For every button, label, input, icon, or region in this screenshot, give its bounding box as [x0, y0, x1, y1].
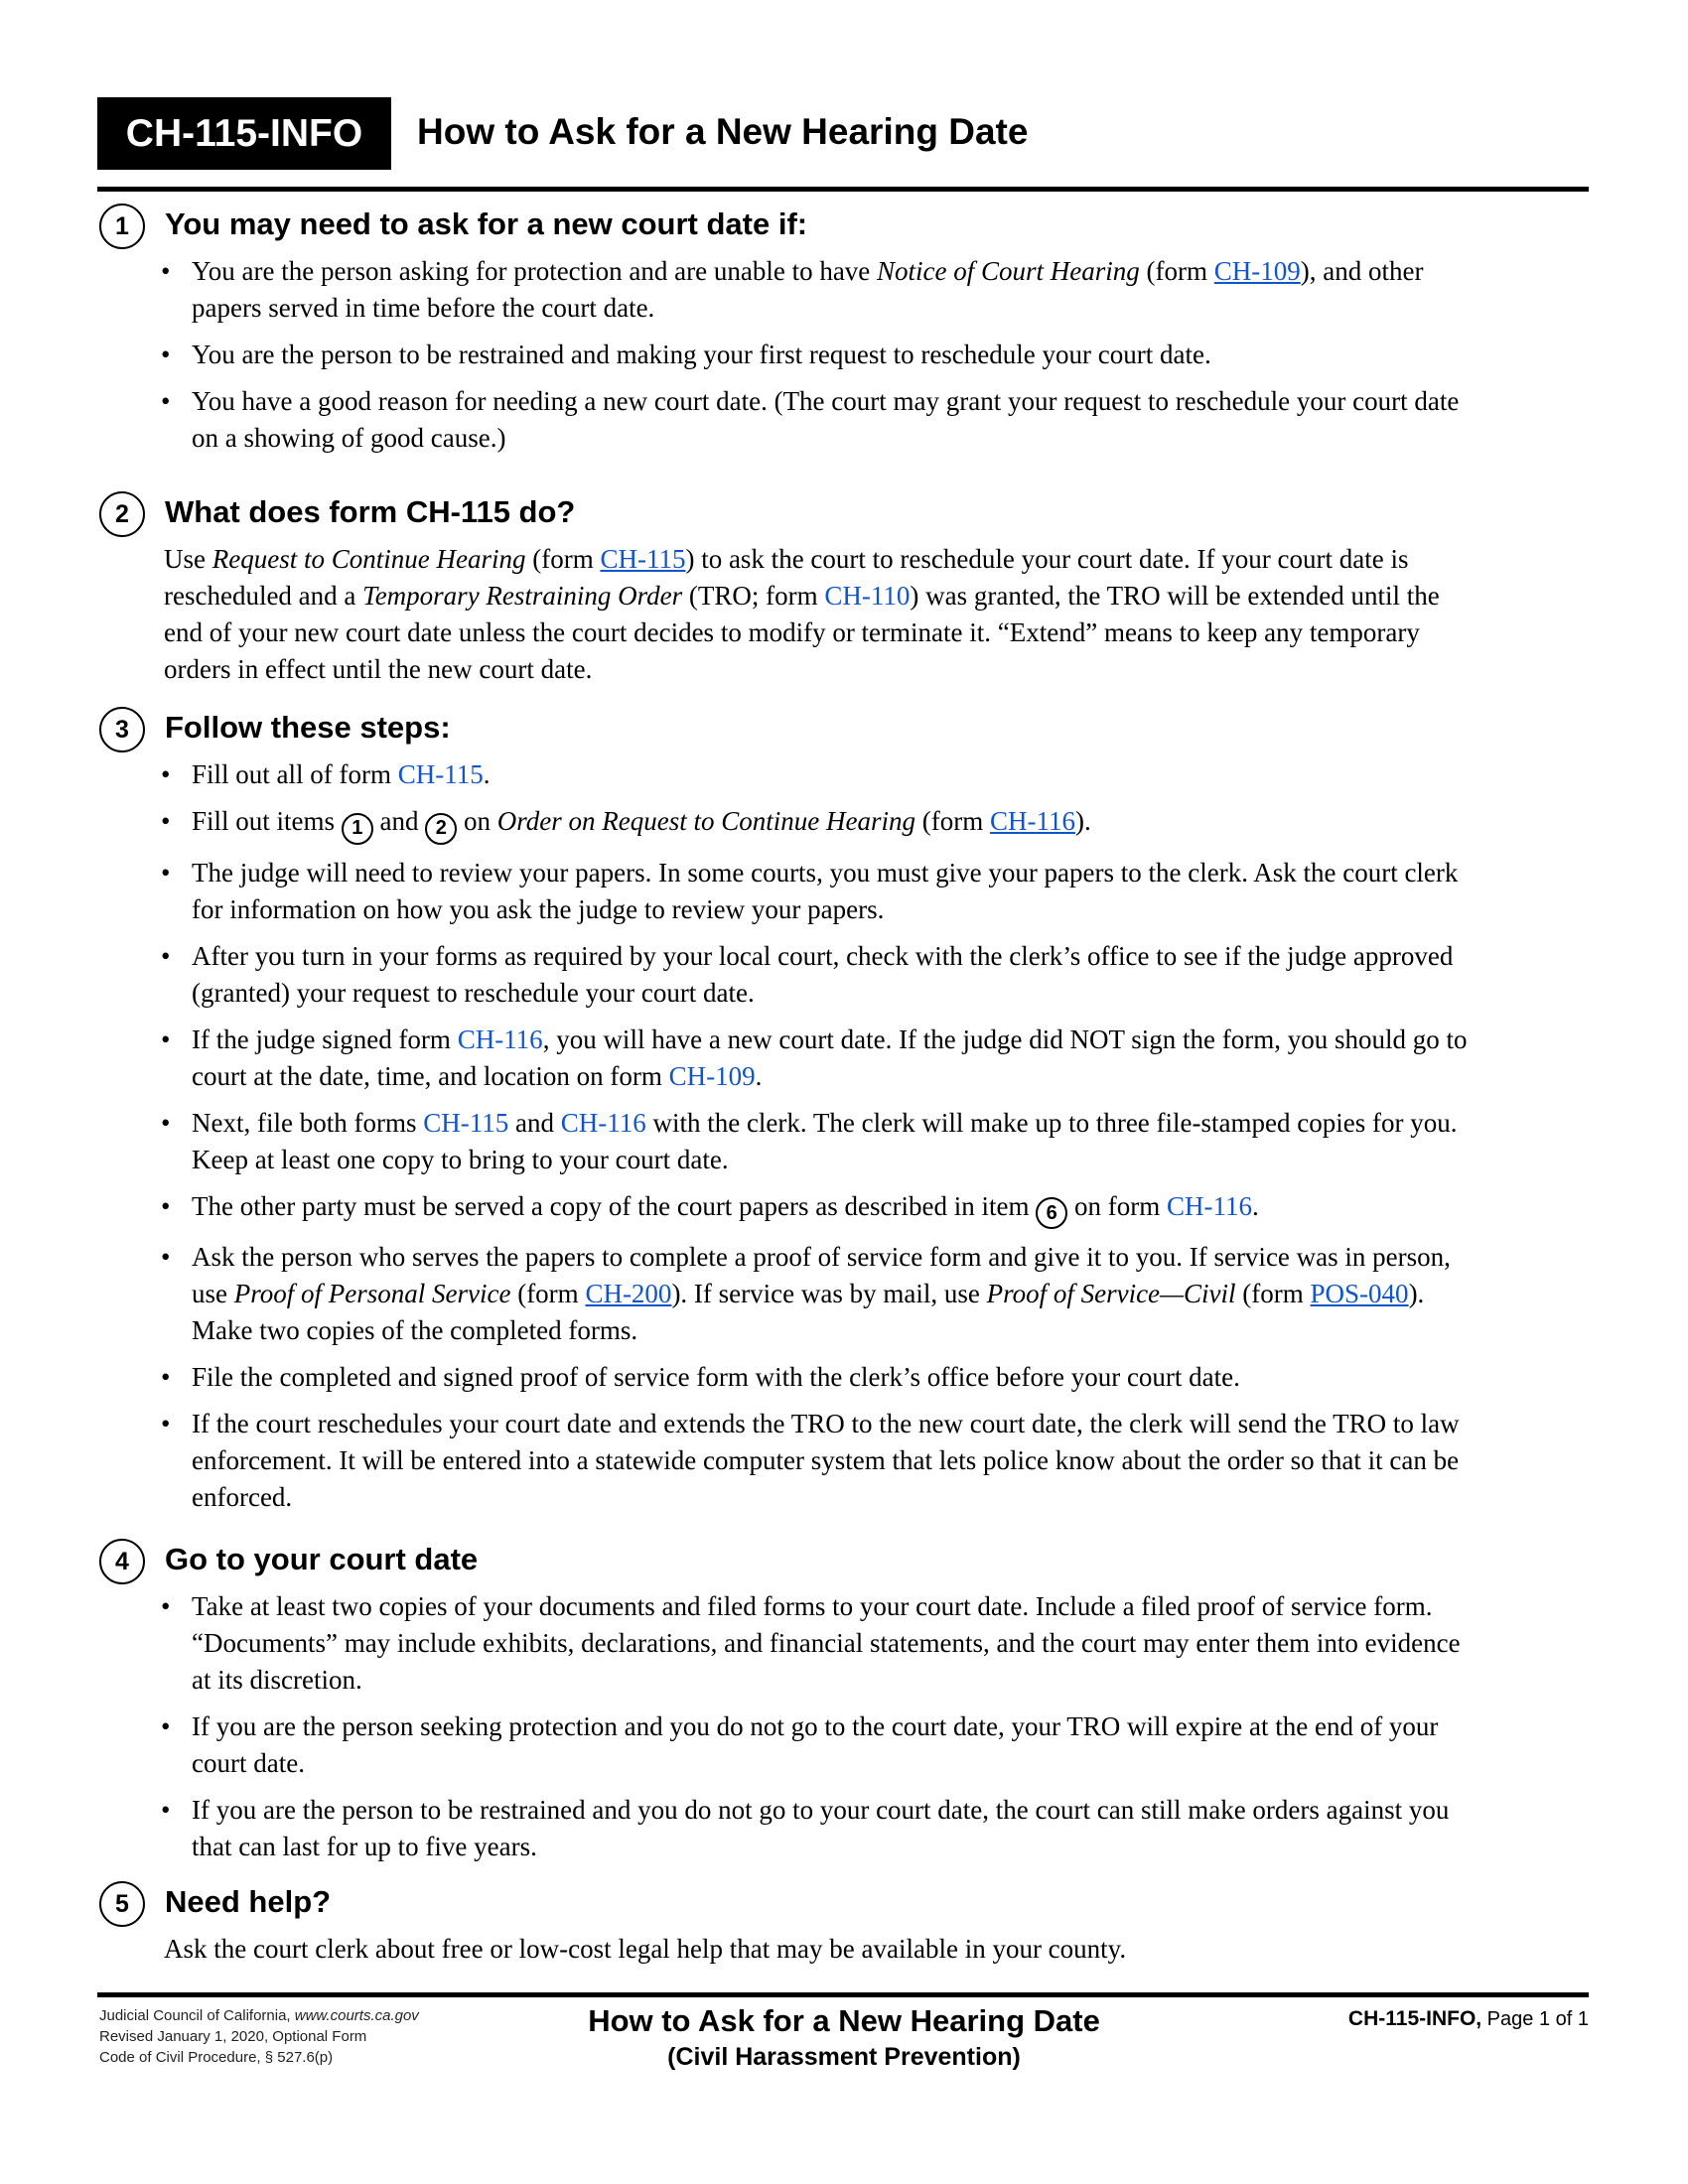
- form-name-italic: Temporary Restraining Order: [362, 581, 683, 611]
- text-run: (TRO; form: [682, 581, 825, 611]
- section-heading: [99, 204, 1509, 253]
- section-form-purpose: [99, 491, 1509, 688]
- text-run: (form: [510, 1279, 586, 1308]
- form-name-italic: Request to Continue Hearing: [211, 544, 526, 574]
- form-name-italic: Notice of Court Hearing: [877, 256, 1140, 286]
- bullet-item: [99, 337, 1509, 373]
- text-run: Ask the person who serves the papers to complete a proof of service form and give it to you. If service was in person, use: [192, 1242, 1451, 1308]
- bullet-item: [99, 1105, 1509, 1178]
- text-run: You are the person asking for protection and are unable to have: [192, 256, 878, 286]
- bullet-list: [99, 1588, 1509, 1865]
- text-run: You are the person to be restrained and making your first request to reschedule your court date.: [192, 340, 1211, 369]
- text-run: with the clerk. The clerk will make up to three file-stamped copies for you. Keep at least one copy to bring to your court date.: [192, 1107, 1458, 1174]
- form-name-italic: Proof of Service—Civil: [986, 1279, 1236, 1308]
- form-link[interactable]: CH-116: [989, 806, 1075, 836]
- section-title: You may need to ask for a new court date if:: [165, 206, 808, 241]
- form-name-italic: Order on Request to Continue Hearing: [496, 806, 915, 836]
- bullet-item: [99, 756, 1509, 793]
- text-run: and: [508, 1107, 561, 1138]
- form-link[interactable]: CH-200: [585, 1279, 672, 1308]
- bullet-item: [99, 803, 1509, 845]
- section-title: Follow these steps:: [165, 710, 451, 745]
- item-number-circle: 2: [425, 813, 457, 845]
- text-run: The judge will need to review your papers. In some courts, you must give your papers to the clerk. Ask the court clerk for information on how you ask the judge to review your papers.: [192, 857, 1459, 924]
- text-run: (form: [525, 544, 601, 574]
- form-link[interactable]: CH-115: [600, 544, 686, 574]
- page-title: How to Ask for a New Hearing Date: [417, 111, 1029, 152]
- text-run: .: [483, 759, 491, 789]
- text-run: Take at least two copies of your documents and filed forms to your court date. Include a filed proof of service form. “Documents” may include exhibits, declarations, and financial statements, and the court may enter them into evidence at its discretion.: [192, 1591, 1461, 1695]
- item-number-circle: 6: [1036, 1197, 1067, 1229]
- section-title: What does form CH-115 do?: [165, 494, 576, 529]
- bullet-list: [99, 253, 1509, 457]
- text-run: ).: [1074, 806, 1091, 836]
- text-run: .: [1251, 1190, 1259, 1221]
- publisher-name: Judicial Council of California,: [99, 2007, 295, 2024]
- section-title: Need help?: [165, 1884, 332, 1919]
- form-link[interactable]: CH-116: [457, 1024, 543, 1054]
- publisher-url[interactable]: www.courts.ca.gov: [294, 2007, 419, 2024]
- form-header: [97, 97, 1589, 192]
- text-run: ), and other papers served in time before the court date.: [192, 256, 1424, 323]
- text-run: on form: [1067, 1190, 1167, 1221]
- form-link[interactable]: CH-109: [1213, 256, 1301, 286]
- section-number-circle: 4: [99, 1539, 145, 1584]
- form-link[interactable]: CH-109: [668, 1060, 756, 1091]
- text-run: Fill out items: [192, 806, 342, 836]
- bullet-item: [99, 1359, 1509, 1396]
- text-run: The other party must be served a copy of the court papers as described in item: [192, 1190, 1037, 1221]
- footer-subtitle: (Civil Harassment Prevention): [667, 2043, 1021, 2071]
- bullet-item: [99, 1588, 1509, 1699]
- bullet-item: [99, 1708, 1509, 1782]
- footer-page-number: Page 1 of 1: [1481, 2008, 1589, 2030]
- section-paragraph: [99, 541, 1509, 688]
- bullet-item: [99, 383, 1509, 457]
- text-run: If you are the person to be restrained and you do not go to your court date, the court can still make orders against you that can last for up to five years.: [192, 1795, 1450, 1861]
- text-run: Next, file both forms: [192, 1107, 424, 1138]
- text-run: If you are the person seeking protection and you do not go to the court date, your TRO will expire at the end of your court date.: [192, 1711, 1439, 1778]
- text-run: (form: [1139, 256, 1214, 286]
- footer-revised-line: Revised January 1, 2020, Optional Form: [99, 2028, 367, 2045]
- footer-publisher-info: [99, 2005, 419, 2068]
- footer-title-block: [516, 2002, 1172, 2074]
- bullet-item: [99, 253, 1509, 327]
- bullet-item: [99, 1188, 1509, 1230]
- bullet-item: [99, 1239, 1509, 1349]
- form-link[interactable]: CH-115: [423, 1107, 509, 1138]
- section-follow-steps: [99, 707, 1509, 1526]
- footer-form-id: CH-115-INFO,: [1347, 2007, 1482, 2030]
- text-run: ) was granted, the TRO will be extended until the end of your new court date unless the court decides to modify or terminate it. “Extend” means to keep any temporary orders in effect until the new court date.: [164, 581, 1440, 684]
- footer-publisher-line: [99, 2005, 419, 2026]
- item-number-circle: 1: [342, 813, 373, 845]
- text-run: Fill out all of form: [192, 759, 398, 789]
- section-number-circle: 5: [99, 1881, 145, 1927]
- bullet-item: [99, 855, 1509, 928]
- form-link[interactable]: CH-115: [397, 759, 484, 789]
- text-run: Use: [164, 544, 212, 574]
- section-heading: [99, 707, 1509, 756]
- bullet-item: [99, 1406, 1509, 1516]
- form-name-italic: Proof of Personal Service: [233, 1279, 511, 1308]
- section-number-circle: 1: [99, 204, 145, 249]
- text-run: , you will have a new court date. If the judge did NOT sign the form, you should go to court at the date, time, and location on form: [192, 1024, 1468, 1091]
- section-court-date: [99, 1539, 1509, 1875]
- section-paragraph: [99, 1931, 1509, 1968]
- section-need-help: [99, 1881, 1509, 1968]
- text-run: If the judge signed form: [192, 1024, 458, 1054]
- text-run: ) to ask the court to reschedule your court date. If your court date is rescheduled and a: [164, 544, 1409, 611]
- text-run: .: [755, 1060, 763, 1091]
- form-id-badge: CH-115-INFO: [97, 97, 391, 170]
- section-heading: [99, 491, 1509, 541]
- text-run: ). If service was by mail, use: [671, 1279, 987, 1308]
- footer-page-info: [1348, 2007, 1589, 2031]
- text-run: (form: [914, 806, 990, 836]
- bullet-list: [99, 756, 1509, 1516]
- text-run: If the court reschedules your court date and extends the TRO to the new court date, the clerk will send the TRO to law enforcement. It will be entered into a statewide computer system that lets police know about the order so that it can be enforced.: [192, 1409, 1460, 1512]
- text-run: You have a good reason for needing a new court date. (The court may grant your request to reschedule your court date on a showing of good cause.): [192, 386, 1460, 453]
- section-title: Go to your court date: [165, 1542, 479, 1576]
- text-run: After you turn in your forms as required by your local court, check with the clerk’s office to see if the judge approved (granted) your request to reschedule your court date.: [192, 940, 1454, 1008]
- section-heading: [99, 1881, 1509, 1931]
- footer-code-line: Code of Civil Procedure, § 527.6(p): [99, 2049, 334, 2066]
- text-run: on: [457, 806, 497, 836]
- section-heading: [99, 1539, 1509, 1588]
- footer-title: How to Ask for a New Hearing Date: [588, 2003, 1100, 2038]
- form-link[interactable]: POS-040: [1310, 1279, 1409, 1308]
- text-run: (form: [1235, 1279, 1311, 1308]
- text-run: and: [372, 806, 426, 836]
- header-divider: [97, 187, 1589, 192]
- bullet-item: [99, 1022, 1509, 1095]
- text-run: ). Make two copies of the completed forms.: [192, 1279, 1425, 1345]
- footer-divider: [97, 1992, 1589, 1997]
- section-new-court-date: [99, 204, 1509, 467]
- form-link[interactable]: CH-116: [560, 1107, 646, 1138]
- text-run: Ask the court clerk about free or low-cost legal help that may be available in your county.: [164, 1934, 1127, 1964]
- text-run: File the completed and signed proof of service form with the clerk’s office before your court date.: [192, 1362, 1240, 1392]
- section-number-circle: 2: [99, 491, 145, 537]
- form-link[interactable]: CH-116: [1166, 1190, 1252, 1221]
- bullet-item: [99, 1792, 1509, 1865]
- form-link[interactable]: CH-110: [824, 581, 911, 611]
- section-number-circle: 3: [99, 707, 145, 752]
- bullet-item: [99, 938, 1509, 1012]
